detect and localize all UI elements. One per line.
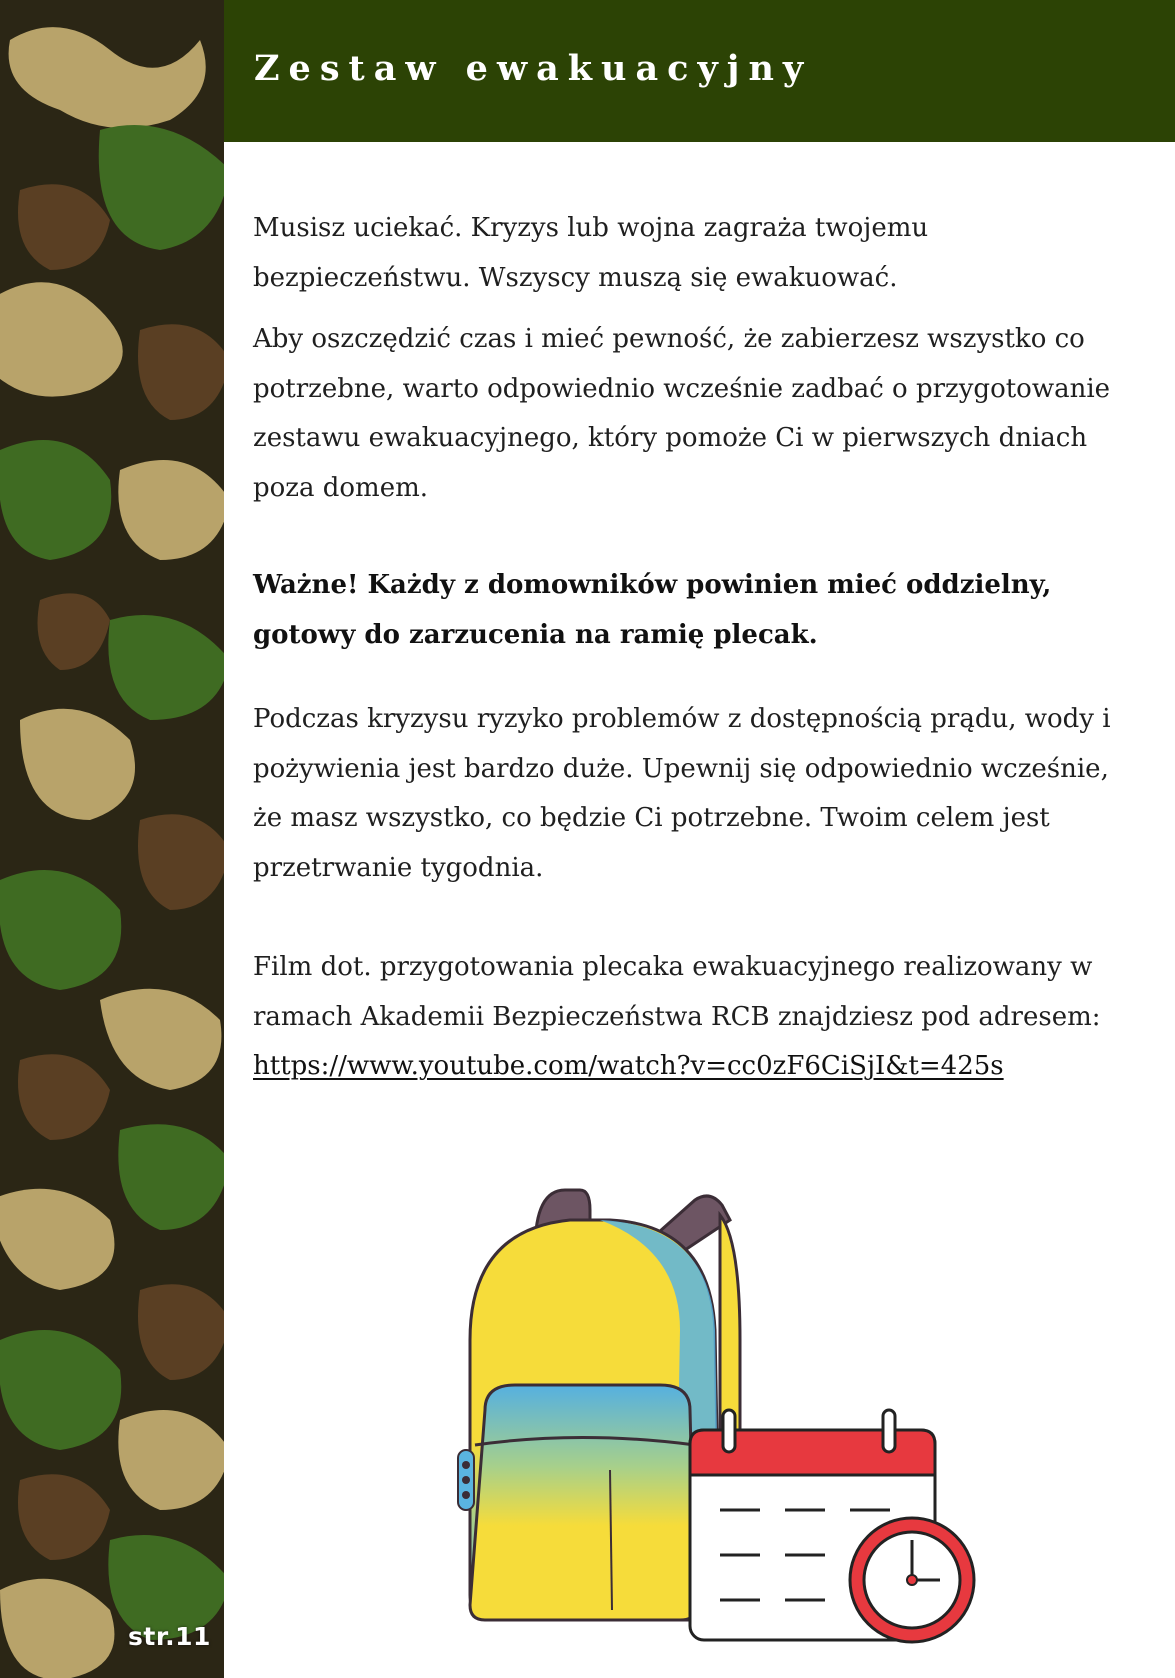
camouflage-side-panel — [0, 0, 224, 1678]
important-warning: Ważne! Każdy z domowników powinien mieć oddzielny, gotowy do zarzucenia na ramię plecak. — [253, 570, 1052, 650]
film-description: Film dot. przygotowania plecaka ewakuacyjnego realizowany w ramach Akademii Bezpieczeństwa RCB znajdziesz pod adresem: — [253, 952, 1101, 1032]
page-header — [224, 0, 1175, 142]
clock-icon — [850, 1518, 974, 1642]
paragraph-intro: Musisz uciekać. Kryzys lub wojna zagraża twojemu bezpieczeństwu. Wszyscy muszą się ewakuować. — [253, 213, 929, 293]
paragraph-crisis: Podczas kryzysu ryzyko problemów z dostępnością prądu, wody i pożywienia jest bardzo duże. Upewnij się odpowiednio wcześnie, że masz wszystko, co będzie Ci potrzebne. Twoim celem jest przetrwanie tygodnia. — [253, 704, 1111, 883]
main-content — [253, 204, 1143, 1092]
page-number: str.11 — [128, 1622, 211, 1651]
paragraph-film — [253, 943, 1143, 1092]
paragraph-preparation: Aby oszczędzić czas i mieć pewność, że zabierzesz wszystko co potrzebne, warto odpowiednio wcześnie zadbać o przygotowanie zestawu ewakuacyjnego, który pomoże Ci w pierwszych dniach poza domem. — [253, 324, 1111, 503]
youtube-link[interactable]: https://www.youtube.com/watch?v=cc0zF6CiSjI&t=425s — [253, 1051, 1004, 1081]
page-title: Zestaw ewakuacyjny — [254, 48, 813, 89]
illustration — [440, 1180, 1000, 1650]
camouflage-pattern — [0, 0, 224, 1678]
